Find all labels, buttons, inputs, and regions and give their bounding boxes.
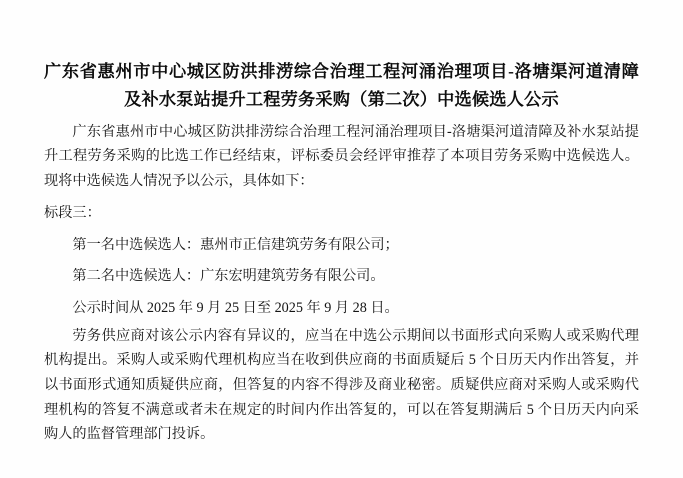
paragraph-objection-procedure: 劳务供应商对该公示内容有异议的，应当在中选公示期间以书面形式向采购人或采购代理机构提出。采购人或采购代理机构应当在收到供应商的书面质疑后 5 个日历天内作出答复，并以书面形式通知质疑供应商，但答复的内容不得涉及商业秘密。质疑供应商对采购人或采购代理机构的答复不满意或者未在规定的时间内作出答复的，可以在答复期满后 5 个日历天内向采购人的监督管理部门投诉。 xyxy=(44,327,639,443)
page-title: 广东省惠州市中心城区防洪排涝综合治理工程河涌治理项目-洛塘渠河道清障及补水泵站提升工程劳务采购（第二次）中选候选人公示 xyxy=(44,62,639,109)
paragraph-section-label: 标段三： xyxy=(44,204,101,221)
paragraph-intro: 广东省惠州市中心城区防洪排涝综合治理工程河涌治理项目-洛塘渠河道清障及补水泵站提升工程劳务采购的比选工作已经结束，评标委员会经评审推荐了本项目劳务采购中选候选人。现将中选候选人情况予以公示，具体如下： xyxy=(44,123,639,190)
paragraph-candidate-second: 第二名中选候选人：广东宏明建筑劳务有限公司。 xyxy=(72,268,385,285)
paragraph-candidate-first: 第一名中选候选人：惠州市正信建筑劳务有限公司； xyxy=(72,236,399,253)
paragraph-publicity-period: 公示时间从 2025 年 9 月 25 日至 2025 年 9 月 28 日。 xyxy=(72,299,399,316)
